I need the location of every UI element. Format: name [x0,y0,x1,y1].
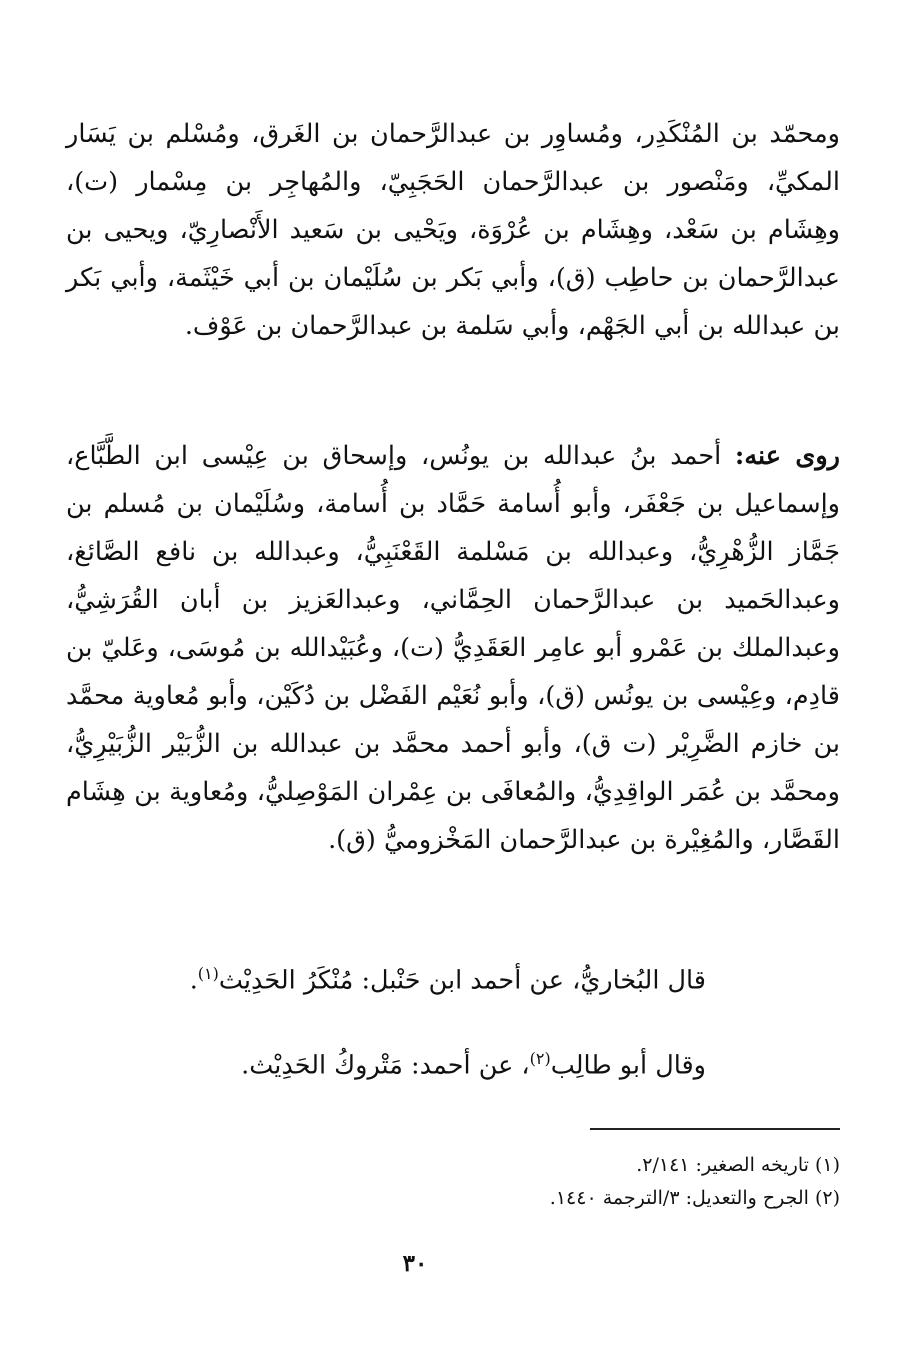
quote-bukhari [66,950,706,1005]
paragraph-text: ومحمّد بن المُنْكَدِر، ومُساوِر بن عبدالرَّحمان بن الغَرق، ومُسْلم بن يَسَار المكيِّ، ومَنْصور بن عبدالرَّحمان الحَجَبِيّ، والمُهاجِر بن مِسْمار (ت)، وهِشَام بن سَعْد، وهِشَام بن عُرْوَة، ويَحْيى بن سَعيد الأَنْصارِيّ، ويحيى بن عبدالرَّحمان بن حاطِب (ق)، وأبي بَكر بن سُلَيْمان بن أبي خَيْثَمة، وأبي بَكر بن عبدالله بن أبي الجَهْم، وأبي سَلمة بن عبدالرَّحمان بن عَوْف. [66,119,840,341]
paragraph-text: أحمد بنُ عبدالله بن يونُس، وإسحاق بن عِيْسى ابن الطَّبَّاع، وإسماعيل بن جَعْفَر، وأبو أُسامة حَمَّاد بن أُسامة، وسُلَيْمان بن مُسلم بن جَمَّاز الزُّهْرِيُّ، وعبدالله بن مَسْلمة القَعْنَبِيُّ، وعبدالله بن نافع الصَّائغ، وعبدالحَميد بن عبدالرَّحمان الحِمَّاني، وعبدالعَزيز بن أبان القُرَشِيُّ، وعبدالملك بن عَمْرو أبو عامِر العَقَدِيُّ (ت)، وعُبَيْدالله بن مُوسَى، وعَليّ بن قادِم، وعِيْسى بن يونُس (ق)، وأبو نُعَيْم الفَضْل بن دُكَيْن، وأبو مُعاوية محمَّد بن خازم الضَّرِيْر (ت ق)، وأبو أحمد محمَّد بن عبدالله بن الزُّبَيْر الزُّبَيْرِيُّ، ومحمَّد بن عُمَر الواقِدِيُّ، والمُعافَى بن عِمْران المَوْصِليُّ، ومُعاوية بن هِشَام القَصَّار، والمُغِيْرة بن عبدالرَّحمان المَخْزوميُّ (ق). [66,441,840,855]
paragraph-teachers-list [66,110,840,350]
footnote-ref-2: (٢) [529,1049,551,1068]
quote-end: . [189,965,198,996]
quote-start: وقال أبو طالِب [550,1050,706,1081]
footnote-separator [590,1128,840,1130]
paragraph-students-list [66,432,840,864]
quote-text: قال البُخاريُّ، عن أحمد ابن حَنْبل: مُنْكَرُ الحَدِيْث [218,965,706,996]
page-number: ٣٠ [402,1250,428,1277]
footnote-ref-1: (١) [197,964,219,983]
quote-text: ، عن أحمد: مَتْروكُ الحَدِيْث. [241,1050,530,1081]
quote-abu-talib [66,1035,706,1090]
footnote-2: (٢) الجرح والتعديل: ٣/الترجمة ١٤٤٠. [549,1187,840,1209]
paragraph-lead: روى عنه: [734,441,840,471]
footnote-1: (١) تاريخه الصغير: ٢/١٤١. [636,1154,840,1176]
